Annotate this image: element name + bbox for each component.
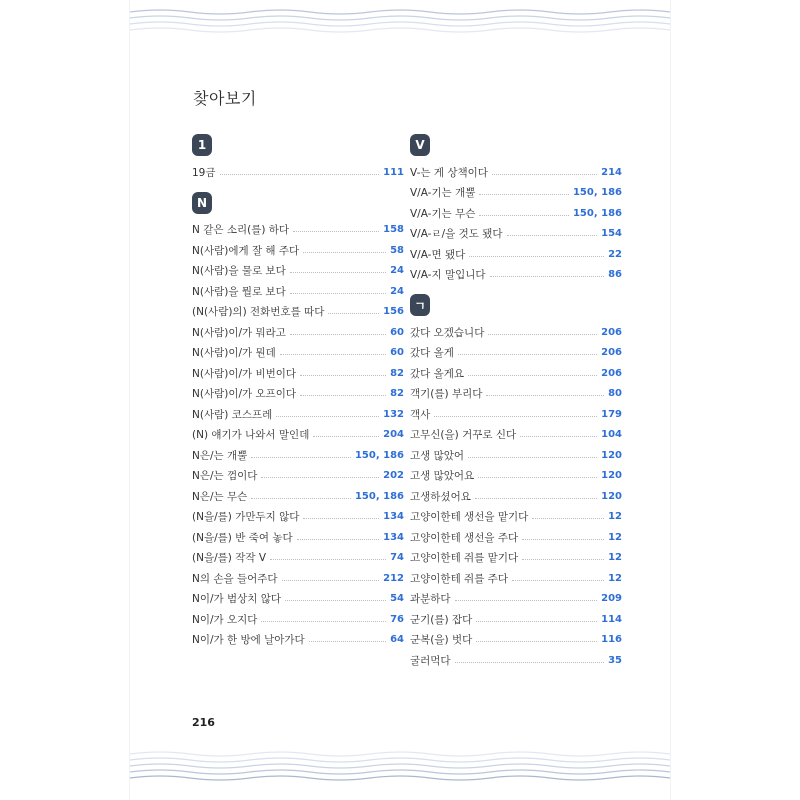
index-entry xyxy=(192,445,404,466)
entry-page-ref: 150, 186 xyxy=(572,187,622,199)
entry-term: N은/는 껌이다 xyxy=(192,470,258,483)
leader-dots xyxy=(475,498,597,499)
index-entry xyxy=(410,224,622,245)
leader-dots xyxy=(512,580,604,581)
index-column-left xyxy=(192,134,404,650)
entry-page-ref: 179 xyxy=(601,408,622,420)
index-entry xyxy=(410,527,622,548)
leader-dots xyxy=(490,276,605,277)
entry-page-ref: 12 xyxy=(608,511,622,523)
leader-dots xyxy=(303,252,386,253)
entry-page-ref: 114 xyxy=(601,613,622,625)
entry-term: N이/가 범상치 않다 xyxy=(192,593,282,606)
index-entry xyxy=(410,568,622,589)
index-entry xyxy=(410,183,622,204)
index-entry xyxy=(410,609,622,630)
leader-dots xyxy=(276,416,379,417)
leader-dots xyxy=(300,375,386,376)
index-entry xyxy=(410,322,622,343)
entry-page-ref: 86 xyxy=(608,269,622,281)
bottom-wave-decoration xyxy=(130,748,670,782)
entry-page-ref: 206 xyxy=(601,326,622,338)
entry-term: N(사람)이/가 뭔데 xyxy=(192,347,276,360)
entry-term: 갔다 올게 xyxy=(410,347,454,360)
index-entry xyxy=(192,486,404,507)
entry-page-ref: 80 xyxy=(608,388,622,400)
index-entry xyxy=(410,650,622,671)
leader-dots xyxy=(486,395,604,396)
leader-dots xyxy=(520,436,597,437)
entry-page-ref: 202 xyxy=(383,470,404,482)
entry-page-ref: 35 xyxy=(608,654,622,666)
entry-page-ref: 206 xyxy=(601,367,622,379)
index-entry xyxy=(410,384,622,405)
entry-term: 고양이한테 쥐를 맡기다 xyxy=(410,552,519,565)
entry-term: N은/는 무슨 xyxy=(192,490,248,503)
entry-term: N(사람)에게 잘 해 주다 xyxy=(192,244,300,257)
entry-term: 고생 많았어요 xyxy=(410,470,475,483)
entry-page-ref: 60 xyxy=(390,326,404,338)
entry-page-ref: 132 xyxy=(383,408,404,420)
index-entry xyxy=(192,609,404,630)
entry-page-ref: 158 xyxy=(383,224,404,236)
leader-dots xyxy=(488,334,597,335)
entry-term: (N) 얘기가 나와서 말인데 xyxy=(192,429,310,442)
index-entry xyxy=(192,466,404,487)
index-entry xyxy=(192,527,404,548)
entry-term: N이/가 오지다 xyxy=(192,613,258,626)
entry-page-ref: 120 xyxy=(601,490,622,502)
entry-term: N(사람)이/가 오프이다 xyxy=(192,388,297,401)
leader-dots xyxy=(468,375,597,376)
entry-term: 고양이한테 생선을 주다 xyxy=(410,531,519,544)
index-entry xyxy=(410,486,622,507)
top-wave-decoration xyxy=(130,6,670,40)
page-number: 216 xyxy=(192,716,215,729)
entry-term: N(사람)을 물로 보다 xyxy=(192,265,286,278)
index-entry xyxy=(192,240,404,261)
entry-page-ref: 150, 186 xyxy=(354,449,404,461)
index-entry xyxy=(410,589,622,610)
index-entry xyxy=(410,445,622,466)
leader-dots xyxy=(507,235,598,236)
entry-term: 객사 xyxy=(410,408,431,421)
entry-page-ref: 204 xyxy=(383,429,404,441)
entry-page-ref: 120 xyxy=(601,449,622,461)
entry-term: N의 손을 들어주다 xyxy=(192,572,278,585)
entry-term: N 같은 소리(를) 하다 xyxy=(192,224,290,237)
leader-dots xyxy=(297,539,380,540)
leader-dots xyxy=(285,600,386,601)
leader-dots xyxy=(293,231,379,232)
entry-page-ref: 214 xyxy=(601,166,622,178)
leader-dots xyxy=(251,457,351,458)
index-entry xyxy=(192,261,404,282)
index-entry xyxy=(410,425,622,446)
leader-dots xyxy=(479,194,569,195)
index-entry xyxy=(192,343,404,364)
entry-term: N이/가 한 방에 날아가다 xyxy=(192,634,305,647)
index-entry xyxy=(410,630,622,651)
leader-dots xyxy=(303,518,379,519)
index-entry xyxy=(192,281,404,302)
entry-page-ref: 64 xyxy=(390,634,404,646)
entry-page-ref: 24 xyxy=(390,285,404,297)
leader-dots xyxy=(290,334,386,335)
entry-term: N(사람)이/가 비번이다 xyxy=(192,367,297,380)
entry-term: 갔다 올게요 xyxy=(410,367,465,380)
entry-page-ref: 12 xyxy=(608,552,622,564)
entry-term: 고생 많았어 xyxy=(410,449,465,462)
entry-term: 19금 xyxy=(192,166,216,179)
index-entry xyxy=(410,244,622,265)
leader-dots xyxy=(478,477,597,478)
index-entry xyxy=(192,363,404,384)
entry-term: V/A-지 말입니다 xyxy=(410,269,486,282)
leader-dots xyxy=(220,174,380,175)
leader-dots xyxy=(522,539,604,540)
entry-page-ref: 74 xyxy=(390,552,404,564)
section-badge: 1 xyxy=(192,134,212,156)
leader-dots xyxy=(479,215,569,216)
index-entry xyxy=(192,548,404,569)
leader-dots xyxy=(313,436,379,437)
entry-term: V/A-기는 개뿔 xyxy=(410,187,476,200)
leader-dots xyxy=(251,498,351,499)
index-entry xyxy=(410,363,622,384)
entry-page-ref: 150, 186 xyxy=(354,490,404,502)
entry-term: V/A-ㄹ/을 것도 됐다 xyxy=(410,228,503,241)
index-entry xyxy=(192,404,404,425)
index-entry xyxy=(410,265,622,286)
entry-page-ref: 58 xyxy=(390,244,404,256)
entry-page-ref: 120 xyxy=(601,470,622,482)
leader-dots xyxy=(282,580,380,581)
entry-page-ref: 134 xyxy=(383,511,404,523)
entry-term: 고무신(을) 거꾸로 신다 xyxy=(410,429,517,442)
index-column-right xyxy=(410,134,622,671)
entry-page-ref: 12 xyxy=(608,572,622,584)
entry-term: N은/는 개뿔 xyxy=(192,449,248,462)
leader-dots xyxy=(455,600,598,601)
index-entry xyxy=(192,220,404,241)
entry-term: (N을/를) 가만두지 않다 xyxy=(192,511,300,524)
index-entry xyxy=(192,322,404,343)
entry-page-ref: 60 xyxy=(390,347,404,359)
entry-page-ref: 82 xyxy=(390,388,404,400)
entry-term: (N(사람)의) 전화번호를 따다 xyxy=(192,306,325,319)
leader-dots xyxy=(328,313,379,314)
leader-dots xyxy=(476,621,597,622)
index-entry xyxy=(192,162,404,183)
section-badge: V xyxy=(410,134,430,156)
entry-page-ref: 82 xyxy=(390,367,404,379)
section-badge: N xyxy=(192,192,212,214)
page-title: 찾아보기 xyxy=(193,89,257,108)
leader-dots xyxy=(280,354,386,355)
leader-dots xyxy=(522,559,604,560)
leader-dots xyxy=(261,477,379,478)
entry-page-ref: 212 xyxy=(383,572,404,584)
index-entry xyxy=(410,466,622,487)
leader-dots xyxy=(532,518,604,519)
index-entry xyxy=(192,630,404,651)
index-entry xyxy=(410,404,622,425)
entry-term: 고생하셨어요 xyxy=(410,490,471,503)
leader-dots xyxy=(309,641,386,642)
entry-term: 고양이한테 생선을 맡기다 xyxy=(410,511,529,524)
leader-dots xyxy=(261,621,386,622)
index-entry xyxy=(410,507,622,528)
index-entry xyxy=(192,507,404,528)
leader-dots xyxy=(492,174,597,175)
leader-dots xyxy=(469,256,604,257)
leader-dots xyxy=(455,662,605,663)
entry-term: 군복(을) 벗다 xyxy=(410,634,473,647)
entry-page-ref: 54 xyxy=(390,593,404,605)
entry-page-ref: 12 xyxy=(608,531,622,543)
entry-term: V/A-면 됐다 xyxy=(410,248,466,261)
entry-page-ref: 104 xyxy=(601,429,622,441)
entry-page-ref: 22 xyxy=(608,248,622,260)
entry-term: V/A-기는 무슨 xyxy=(410,207,476,220)
leader-dots xyxy=(434,416,597,417)
index-entry xyxy=(410,548,622,569)
entry-term: 갔다 오겠습니다 xyxy=(410,326,485,339)
entry-term: 과분하다 xyxy=(410,593,451,606)
entry-term: 군기(를) 잡다 xyxy=(410,613,473,626)
entry-page-ref: 76 xyxy=(390,613,404,625)
index-entry xyxy=(192,425,404,446)
index-entry xyxy=(410,203,622,224)
leader-dots xyxy=(290,272,386,273)
leader-dots xyxy=(468,457,597,458)
entry-term: N(사람) 코스프레 xyxy=(192,408,273,421)
entry-term: 객기(를) 부리다 xyxy=(410,388,483,401)
entry-page-ref: 111 xyxy=(383,166,404,178)
leader-dots xyxy=(476,641,597,642)
entry-term: N(사람)을 뭘로 보다 xyxy=(192,285,286,298)
index-entry xyxy=(192,302,404,323)
entry-term: 고양이한테 쥐를 주다 xyxy=(410,572,508,585)
entry-page-ref: 150, 186 xyxy=(572,207,622,219)
entry-page-ref: 206 xyxy=(601,347,622,359)
entry-term: (N을/를) 작작 V xyxy=(192,552,267,565)
index-entry xyxy=(192,589,404,610)
section-badge: ㄱ xyxy=(410,294,430,316)
entry-page-ref: 116 xyxy=(601,634,622,646)
index-entry xyxy=(410,343,622,364)
entry-page-ref: 154 xyxy=(601,228,622,240)
entry-page-ref: 134 xyxy=(383,531,404,543)
leader-dots xyxy=(300,395,386,396)
entry-term: V-는 게 상책이다 xyxy=(410,166,488,179)
entry-page-ref: 209 xyxy=(601,593,622,605)
entry-term: N(사람)이/가 뭐라고 xyxy=(192,326,286,339)
index-entry xyxy=(192,568,404,589)
entry-term: (N을/를) 반 죽여 놓다 xyxy=(192,531,293,544)
index-entry xyxy=(192,384,404,405)
index-entry xyxy=(410,162,622,183)
leader-dots xyxy=(458,354,597,355)
entry-term: 굴러먹다 xyxy=(410,654,451,667)
entry-page-ref: 24 xyxy=(390,265,404,277)
entry-page-ref: 156 xyxy=(383,306,404,318)
leader-dots xyxy=(290,293,386,294)
leader-dots xyxy=(270,559,386,560)
